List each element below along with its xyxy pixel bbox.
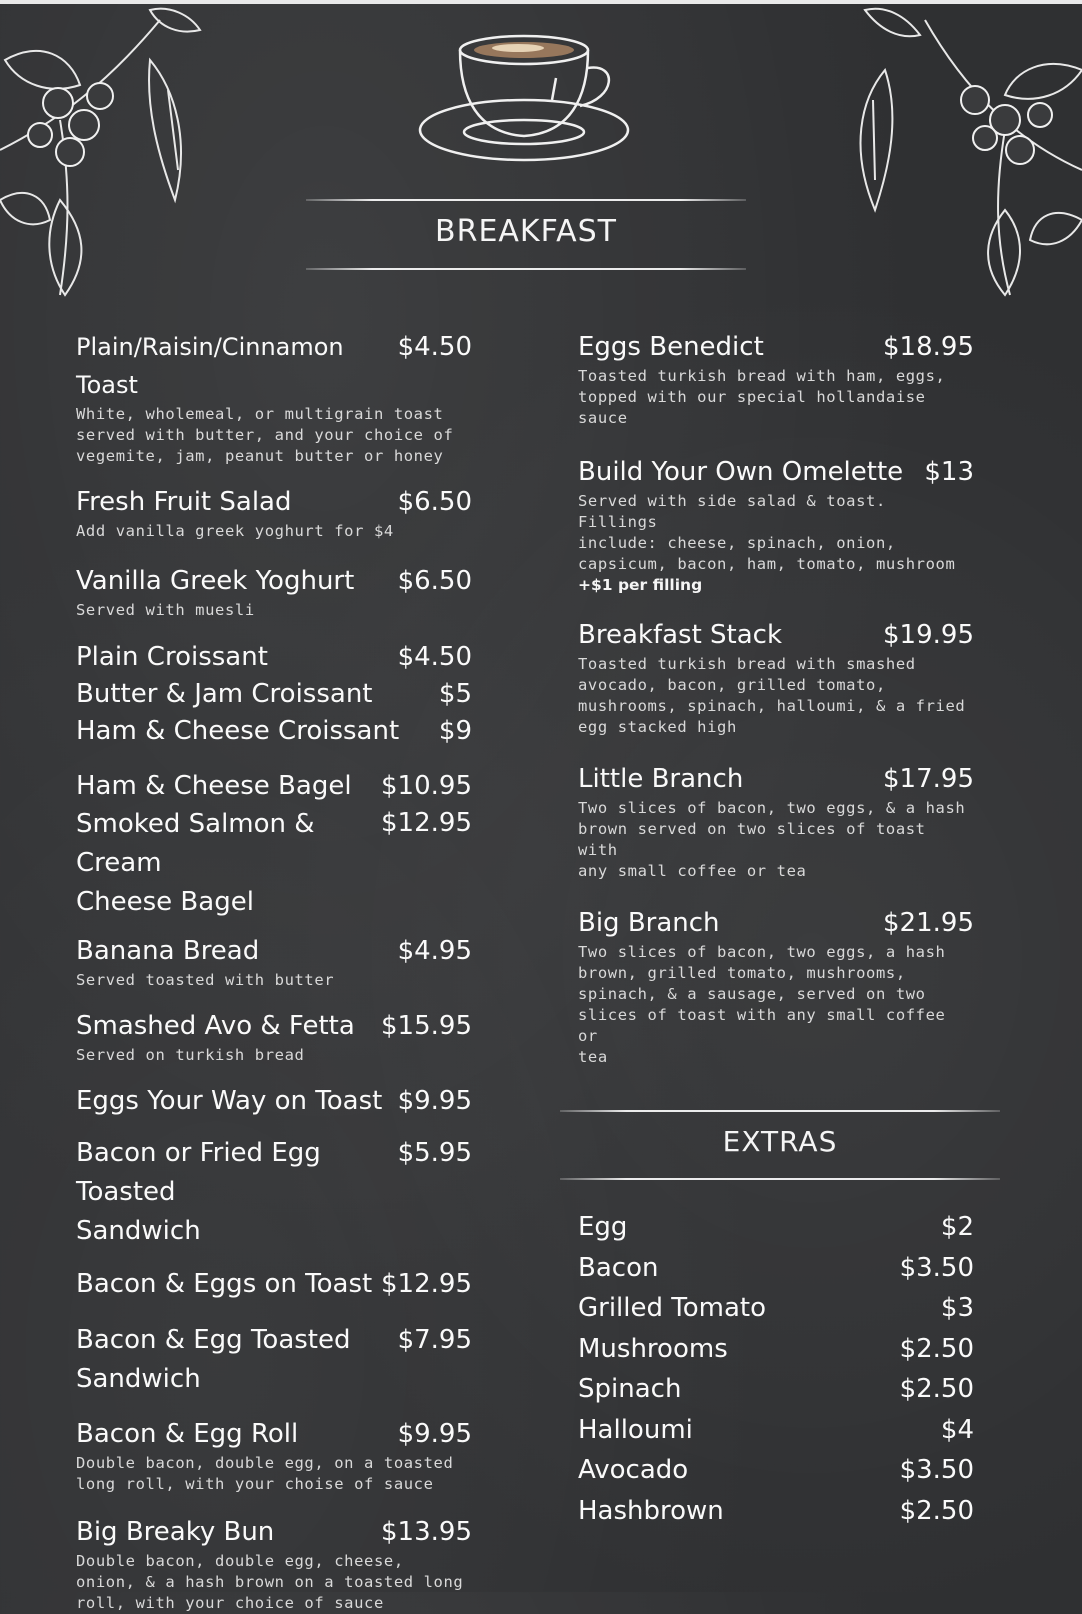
item-name: Plain/Raisin/Cinnamon Toast (76, 333, 344, 399)
extras-top-rule (560, 1110, 1000, 1112)
item-description: Double bacon, double egg, on a toasted long roll, with your choise of sauce (76, 1454, 454, 1493)
item-name: Vanilla Greek Yoghurt (76, 566, 355, 596)
item-price: $4.50 (397, 642, 472, 672)
item-name: Plain Croissant (76, 642, 268, 672)
extra-item (578, 1369, 974, 1410)
breakfast-top-rule (306, 199, 746, 201)
item-name: Hashbrown (578, 1495, 724, 1526)
menu-item-omelette (578, 453, 974, 596)
item-price: $13 (924, 457, 974, 487)
extras-bottom-rule (560, 1178, 1000, 1180)
item-name: Breakfast Stack (578, 620, 783, 650)
extra-item (578, 1207, 974, 1248)
item-description: Add vanilla greek yoghurt for $4 (76, 522, 394, 540)
menu-item-smashed-avo (76, 1007, 472, 1066)
item-name: Smashed Avo & Fetta (76, 1011, 355, 1041)
menu-item-bacon-fried-egg-sandwich (76, 1134, 472, 1251)
menu-item-banana-bread (76, 932, 472, 991)
item-price: $5 (438, 679, 472, 709)
item-price: $17.95 (883, 764, 974, 794)
croissant-group (76, 639, 472, 750)
item-price: $6.50 (397, 566, 472, 596)
extra-item (578, 1248, 974, 1289)
item-name: Bacon & Egg Roll (76, 1419, 299, 1449)
item-price: $10.95 (381, 771, 472, 801)
extras-heading: EXTRAS (722, 1125, 838, 1158)
item-price: $4.50 (397, 332, 472, 362)
item-price: $15.95 (381, 1011, 472, 1041)
item-name: Smoked Salmon & Cream Cheese Bagel (76, 809, 315, 917)
extra-item (578, 1450, 974, 1491)
menu-item-eggs-your-way (76, 1082, 472, 1120)
item-price: $6.50 (397, 487, 472, 517)
breakfast-right-column (578, 328, 974, 1068)
item-price: $4.95 (397, 936, 472, 966)
breakfast-left-column (76, 328, 472, 1614)
item-description: Served with side salad & toast. Fillings include: cheese, spinach, onion, capsicum, bacon, ham, tomato, mushroom (578, 492, 956, 573)
bagel-group (76, 768, 472, 922)
item-name: Butter & Jam Croissant (76, 679, 373, 709)
extra-item (578, 1410, 974, 1451)
item-name: Ham & Cheese Croissant (76, 716, 400, 746)
item-name: Bacon & Eggs on Toast (76, 1269, 373, 1299)
item-price: $21.95 (883, 908, 974, 938)
item-price: $12.95 (381, 808, 472, 838)
item-name: Fresh Fruit Salad (76, 487, 292, 517)
item-name: Egg (578, 1212, 628, 1242)
breakfast-bottom-rule (306, 268, 746, 270)
menu-item-bacon-egg-sandwich (76, 1321, 472, 1399)
menu-item-eggs-benedict (578, 328, 974, 429)
menu-item-little-branch (578, 760, 974, 882)
menu-item-bacon-egg-roll (76, 1415, 472, 1495)
item-name: Eggs Benedict (578, 332, 764, 362)
item-price: $2.50 (899, 1374, 974, 1404)
extra-item (578, 1288, 974, 1329)
extras-list (578, 1207, 974, 1531)
item-description: White, wholemeal, or multigrain toast served with butter, and your choice of vegemite, jam, peanut butter or honey (76, 405, 454, 465)
extra-item (578, 1329, 974, 1370)
menu-item-fruit-salad (76, 483, 472, 542)
breakfast-heading: BREAKFAST (435, 214, 617, 249)
item-price: $13.95 (381, 1517, 472, 1547)
menu-item-big-branch (578, 904, 974, 1068)
item-name: Ham & Cheese Bagel (76, 771, 352, 801)
item-description: Double bacon, double egg, cheese, onion, & a hash brown on a toasted long roll, with your choice of sauce (76, 1552, 464, 1612)
item-name: Big Branch (578, 908, 720, 938)
item-name: Big Breaky Bun (76, 1517, 275, 1547)
item-name: Halloumi (578, 1414, 693, 1445)
item-name: Spinach (578, 1374, 682, 1404)
menu-item-bacon-eggs-toast (76, 1265, 472, 1303)
item-description: Served with muesli (76, 601, 255, 619)
item-price: $3 (940, 1293, 974, 1323)
item-name: Avocado (578, 1455, 689, 1485)
menu-item-breakfast-stack (578, 616, 974, 738)
item-name: Little Branch (578, 764, 744, 794)
menu-item-big-breaky-bun (76, 1513, 472, 1614)
coffee-branch-right-icon (845, 0, 1082, 300)
item-description: Served toasted with butter (76, 971, 335, 989)
item-price: $4 (940, 1414, 974, 1445)
item-price: $12.95 (381, 1269, 472, 1299)
item-price: $9 (438, 716, 472, 746)
item-price: $2 (940, 1212, 974, 1242)
item-extra-note: +$1 per filling (578, 576, 703, 594)
extra-item (578, 1491, 974, 1532)
coffee-cup-icon (418, 28, 634, 168)
menu-item-yoghurt (76, 562, 472, 621)
item-name: Bacon (578, 1252, 659, 1283)
item-description: Toasted turkish bread with smashed avocado, bacon, grilled tomato, mushrooms, spinach, halloumi, & a fried egg stacked high (578, 655, 966, 736)
item-name: Mushrooms (578, 1333, 728, 1364)
item-price: $3.50 (899, 1252, 974, 1283)
item-description: Served on turkish bread (76, 1046, 305, 1064)
item-name: Bacon & Egg Toasted Sandwich (76, 1325, 351, 1394)
item-price: $2.50 (899, 1495, 974, 1526)
item-price: $19.95 (883, 620, 974, 650)
item-price: $2.50 (899, 1333, 974, 1364)
item-name: Eggs Your Way on Toast (76, 1086, 383, 1116)
item-name: Build Your Own Omelette (578, 457, 904, 487)
item-price: $7.95 (397, 1325, 472, 1355)
item-price: $3.50 (899, 1455, 974, 1485)
item-price: $9.95 (397, 1419, 472, 1449)
item-description: Toasted turkish bread with ham, eggs, topped with our special hollandaise sauce (578, 367, 946, 427)
item-description: Two slices of bacon, two eggs, & a hash brown served on two slices of toast with any small coffee or tea (578, 799, 966, 880)
menu-item-toast (76, 328, 472, 467)
item-name: Bacon or Fried Egg Toasted Sandwich (76, 1138, 321, 1246)
item-price: $9.95 (397, 1086, 472, 1116)
coffee-branch-left-icon (0, 0, 215, 300)
item-name: Grilled Tomato (578, 1293, 767, 1323)
item-description: Two slices of bacon, two eggs, a hash brown, grilled tomato, mushrooms, spinach, & a sausage, served on two slices of toast with any small coffee or tea (578, 943, 946, 1066)
item-price: $18.95 (883, 332, 974, 362)
item-price: $5.95 (397, 1138, 472, 1168)
item-name: Banana Bread (76, 936, 260, 966)
